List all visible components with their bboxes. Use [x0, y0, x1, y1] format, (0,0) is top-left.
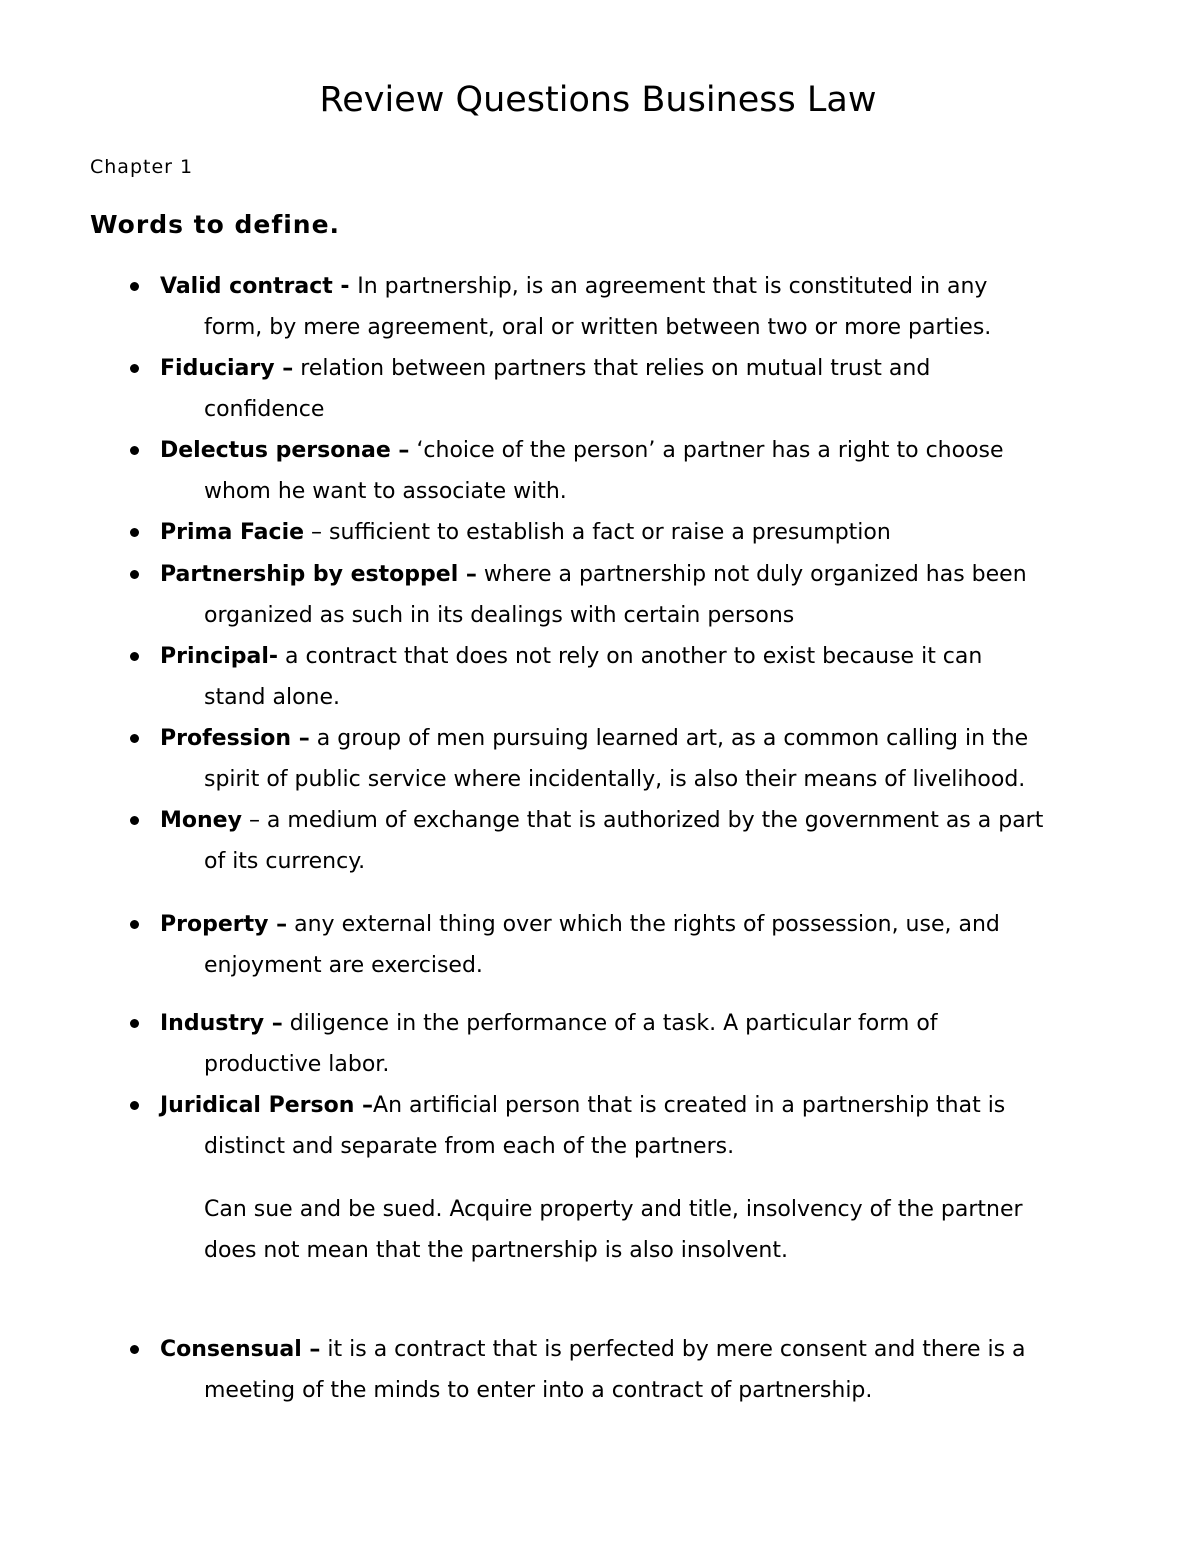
definition-term: Industry –: [160, 1011, 283, 1036]
bullet-icon: [130, 920, 139, 929]
definition-text: a group of men pursuing learned art, as a common calling in the: [316, 726, 1029, 751]
definition-text: diligence in the performance of a task. A particular form of: [289, 1011, 938, 1036]
definition-text-continued: meeting of the minds to enter into a contract of partnership.: [204, 1378, 873, 1403]
definition-text-continued: confidence: [204, 397, 325, 422]
definition-term: Consensual –: [160, 1337, 321, 1362]
definition-text: – a medium of exchange that is authorized by the government as a part: [248, 808, 1044, 833]
definition-text-continued: distinct and separate from each of the partners.: [204, 1134, 735, 1159]
juridical-note-line2: does not mean that the partnership is also insolvent.: [204, 1238, 788, 1263]
definition-term: Juridical Person –: [160, 1093, 374, 1118]
juridical-note-line1: Can sue and be sued. Acquire property and title, insolvency of the partner: [204, 1197, 1023, 1222]
definition-text-continued: organized as such in its dealings with certain persons: [204, 603, 795, 628]
definition-text-continued: whom he want to associate with.: [204, 479, 567, 504]
definition-term: Valid contract: [160, 274, 333, 299]
definition-separator: [304, 520, 311, 545]
definition-term: Delectus personae –: [160, 438, 410, 463]
definition-term: Partnership by estoppel –: [160, 562, 477, 587]
bullet-icon: [130, 570, 139, 579]
definition-separator: [242, 808, 249, 833]
definition-separator: [278, 644, 285, 669]
definition-text: it is a contract that is perfected by mere consent and there is a: [327, 1337, 1026, 1362]
definition-text-continued: form, by mere agreement, oral or written between two or more parties.: [204, 315, 992, 340]
bullet-icon: [130, 446, 139, 455]
bullet-icon: [130, 652, 139, 661]
bullet-icon: [130, 1101, 139, 1110]
definition-term: Principal-: [160, 644, 279, 669]
definition-text: An artificial person that is created in a partnership that is: [373, 1093, 1006, 1118]
bullet-icon: [130, 734, 139, 743]
definition-text-continued: stand alone.: [204, 685, 340, 710]
definition-text: any external thing over which the rights of possession, use, and: [294, 912, 1000, 937]
definition-text: a contract that does not rely on another to exist because it can: [285, 644, 983, 669]
bullet-icon: [130, 816, 139, 825]
chapter-label: Chapter 1: [90, 156, 194, 178]
bullet-icon: [130, 1019, 139, 1028]
bullet-icon: [130, 528, 139, 537]
definition-term: Prima Facie: [160, 520, 305, 545]
definition-separator: [477, 562, 484, 587]
definition-text: where a partnership not duly organized has been: [483, 562, 1027, 587]
definition-text: relation between partners that relies on mutual trust and: [300, 356, 931, 381]
definition-term: Money: [160, 808, 242, 833]
definition-term: Profession –: [160, 726, 310, 751]
definition-term: Fiduciary –: [160, 356, 294, 381]
bullet-icon: [130, 1345, 139, 1354]
definition-text: – sufficient to establish a fact or raise a presumption: [311, 520, 891, 545]
bullet-icon: [130, 282, 139, 291]
definition-text-continued: of its currency.: [204, 849, 366, 874]
definition-separator: -: [332, 274, 358, 299]
definition-text: In partnership, is an agreement that is constituted in any: [357, 274, 988, 299]
section-heading: Words to define.: [90, 210, 341, 239]
definition-term: Property –: [160, 912, 288, 937]
definition-text-continued: productive labor.: [204, 1052, 390, 1077]
definition-separator: [310, 726, 317, 751]
bullet-icon: [130, 364, 139, 373]
definition-text: ‘choice of the person’ a partner has a right to choose: [416, 438, 1004, 463]
page-title: Review Questions Business Law: [319, 80, 877, 120]
definition-separator: [283, 1011, 290, 1036]
definition-text-continued: enjoyment are exercised.: [204, 953, 483, 978]
definition-text-continued: spirit of public service where incidentally, is also their means of livelihood.: [204, 767, 1026, 792]
